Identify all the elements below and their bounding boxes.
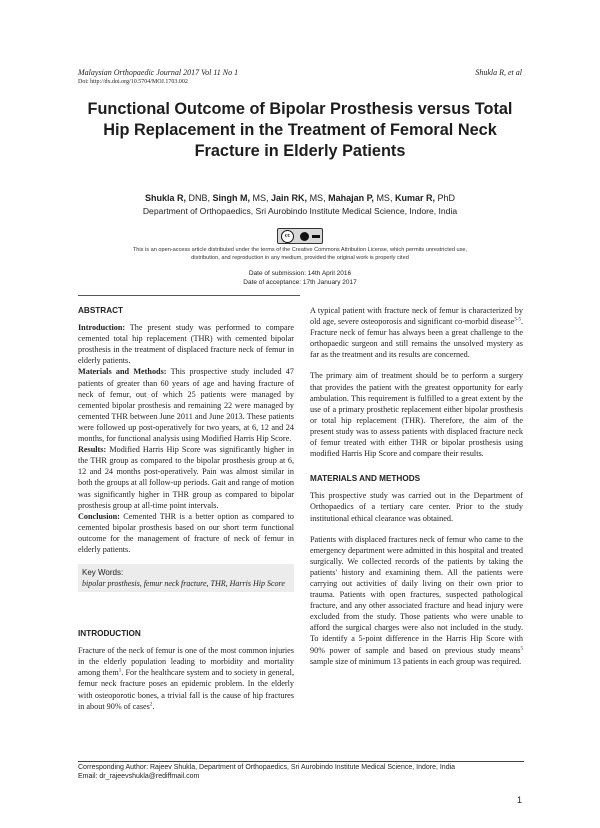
text-run: Patients with displaced fractures neck of femur who came to the emergency department were admitted in this hospital and treated surgically. We collected records of the patients by taking the patients' history and examining them. All the patients were carrying out activities of daily living on their own prior to trauma. Patients with open fractures, suspected pathological fracture, and any other associated fracture and head injury were excluded from the study. Those patients who were unable to afford the surgical charges were also not included in the study. To identify a 5-point difference in the Harris Hip Score with 90% power of sample and based on previous study means — [310, 534, 523, 655]
text-run: Fracture of the neck of femur is one of the most common injuries in the elderly population leading to morbidity and mortality among them — [78, 646, 294, 678]
section-text: Modified Harris Hip Score was significantly higher in the THR group as compared to the bipolar prosthesis group at 6, 12 and 24 months post-operatively. Pain was almost similar in both the groups at all follow-up periods. Gait and range of motion was significantly higher in THR group as compared to bipolar prosthesis group at all-time point intervals. — [78, 445, 295, 510]
keywords-label: Key Words: — [82, 568, 124, 578]
page-number: 1 — [516, 795, 522, 805]
corresponding-author — [78, 763, 524, 781]
methods-paragraph-1: This prospective study was carried out in the Department of Orthopaedics of a tertiary care center. Prior to the study institutional ethical clearance was obtained. — [310, 491, 523, 523]
title-line: Fracture in Elderly Patients — [194, 142, 406, 160]
section-text: Cemented THR is a better option as compared to cemented bipolar prosthesis based on our short term functional outcome for the management of fracture of neck of femur in elderly patients. — [78, 511, 294, 554]
author-name: Singh M, — [212, 193, 251, 203]
license-statement — [110, 246, 490, 262]
acceptance-date: Date of acceptance: 17th January 2017 — [243, 279, 357, 286]
submission-date: Date of submission: 14th April 2016 — [248, 270, 352, 277]
abstract-results — [78, 444, 294, 511]
author-degree: MS, — [307, 193, 329, 203]
citation: 5 — [520, 645, 523, 651]
author-degree: MS, — [250, 193, 272, 203]
section-label: Materials and Methods: — [78, 367, 167, 377]
abstract-introduction — [78, 322, 294, 366]
author-degree: DNB, — [186, 193, 213, 203]
license-line: This is an open-access article distributed under the terms of the Creative Commons Attribution License, which permits unrestricted use, — [132, 247, 468, 253]
keywords-text: bipolar prosthesis, femur neck fracture, THR, Harris Hip Score — [82, 578, 285, 588]
author-list — [78, 191, 522, 205]
affiliation: Department of Orthopaedics, Sri Aurobindo Institute Medical Science, Indore, India — [142, 206, 458, 216]
intro-paragraph-3: The primary aim of treatment should be to perform a surgery that provides the patient with the greatest opportunity for early ambulation. This requirement is fulfilled to a great extent by the use of a primary prosthetic replacement either bipolar prosthesis or total hip replacement (THR). Therefore, the aim of the present study was to assess patients with displaced fracture neck of femur treated with either THR or bipolar prosthesis using modified Harris Hip Score and compare their results. — [310, 371, 523, 459]
creative-commons-by-icon: cc — [277, 228, 323, 244]
author-degree: PhD — [434, 193, 455, 203]
keywords-box — [78, 564, 294, 592]
methods-heading: MATERIALS AND METHODS — [310, 474, 421, 484]
citation: 1 — [118, 668, 122, 674]
text-run: sample size of minimum 13 patients in each group was required. — [310, 656, 522, 666]
citation: 2 — [149, 701, 153, 707]
abstract-heading: ABSTRACT — [78, 306, 124, 315]
corresponding-author-line: Corresponding Author: Rajeev Shukla, Department of Orthopaedics, Sri Aurobindo Institute Medical Science, Indore, India — [78, 764, 456, 771]
title-line: Functional Outcome of Bipolar Prosthesis versus Total — [87, 100, 513, 118]
email-line: Email: dr_rajeevshukla@rediffmail.com — [78, 773, 200, 780]
text-run: . For the healthcare system and to society in general, femur neck fracture poses an epidemic problem. In the elderly with osteoporotic bones, a trivial fall is the cause of hip fractures in about 90% of cases — [78, 668, 294, 711]
text-run: A typical patient with fracture neck of femur is characterized by old age, severe osteoporosis and significant co-morbid disease — [310, 306, 523, 327]
text-run: . Fracture neck of femur has always been a great challenge to the orthopaedic surgeon and still remains the unsolved mystery as far as the treatment and its results are concerned. — [310, 317, 523, 360]
running-author: Shukla R, et al — [475, 68, 522, 77]
author-name: Kumar R, — [394, 193, 435, 203]
section-label: Conclusion: — [78, 511, 120, 521]
section-text: This prospective study included 47 patients of greater than 60 years of age and having fracture of neck of femur, out of which 25 patients were managed by cemented bipolar prosthesis and remaining 22 were managed by cemented THR between June 2011 and June 2013. These patients were followed up post-operatively for two years, at 6, 12 and 24 months, for functional analysis using Modified Harris Hip Score. — [78, 367, 294, 444]
section-text: The present study was performed to compare cemented total hip replacement (THR) with cemented bipolar prosthesis in the treatment of displaced fracture neck of femur in elderly patients. — [78, 323, 294, 366]
author-name: Jain RK, — [271, 193, 308, 203]
abstract-conclusion — [78, 511, 294, 555]
license-line: distribution, and reproduction in any medium, provided the original work is properly cited — [191, 255, 409, 261]
abstract-divider — [78, 295, 300, 296]
section-label: Results: — [78, 445, 107, 455]
left-column — [78, 305, 294, 712]
methods-paragraph-2 — [310, 534, 523, 667]
article-title — [78, 99, 522, 162]
citation: 3-5 — [514, 317, 521, 323]
section-label: Introduction: — [78, 323, 126, 333]
author-name: Mahajan P, — [328, 193, 374, 203]
author-degree: MS, — [373, 193, 395, 203]
text-run: . — [152, 701, 155, 711]
abstract-methods — [78, 366, 294, 444]
right-column — [310, 305, 523, 667]
footer-divider — [78, 761, 524, 762]
title-line: Hip Replacement in the Treatment of Femoral Neck — [103, 121, 497, 139]
author-name: Shukla R, — [145, 193, 187, 203]
introduction-heading: INTRODUCTION — [78, 629, 141, 639]
intro-paragraph-2 — [310, 305, 523, 360]
doi-line: Doi: http://dx.doi.org/10.5704/MOJ.1703.002 — [78, 79, 188, 85]
article-dates — [78, 269, 522, 287]
journal-citation: Malaysian Orthopaedic Journal 2017 Vol 11 No 1 — [78, 68, 239, 77]
introduction-paragraph — [78, 645, 294, 712]
